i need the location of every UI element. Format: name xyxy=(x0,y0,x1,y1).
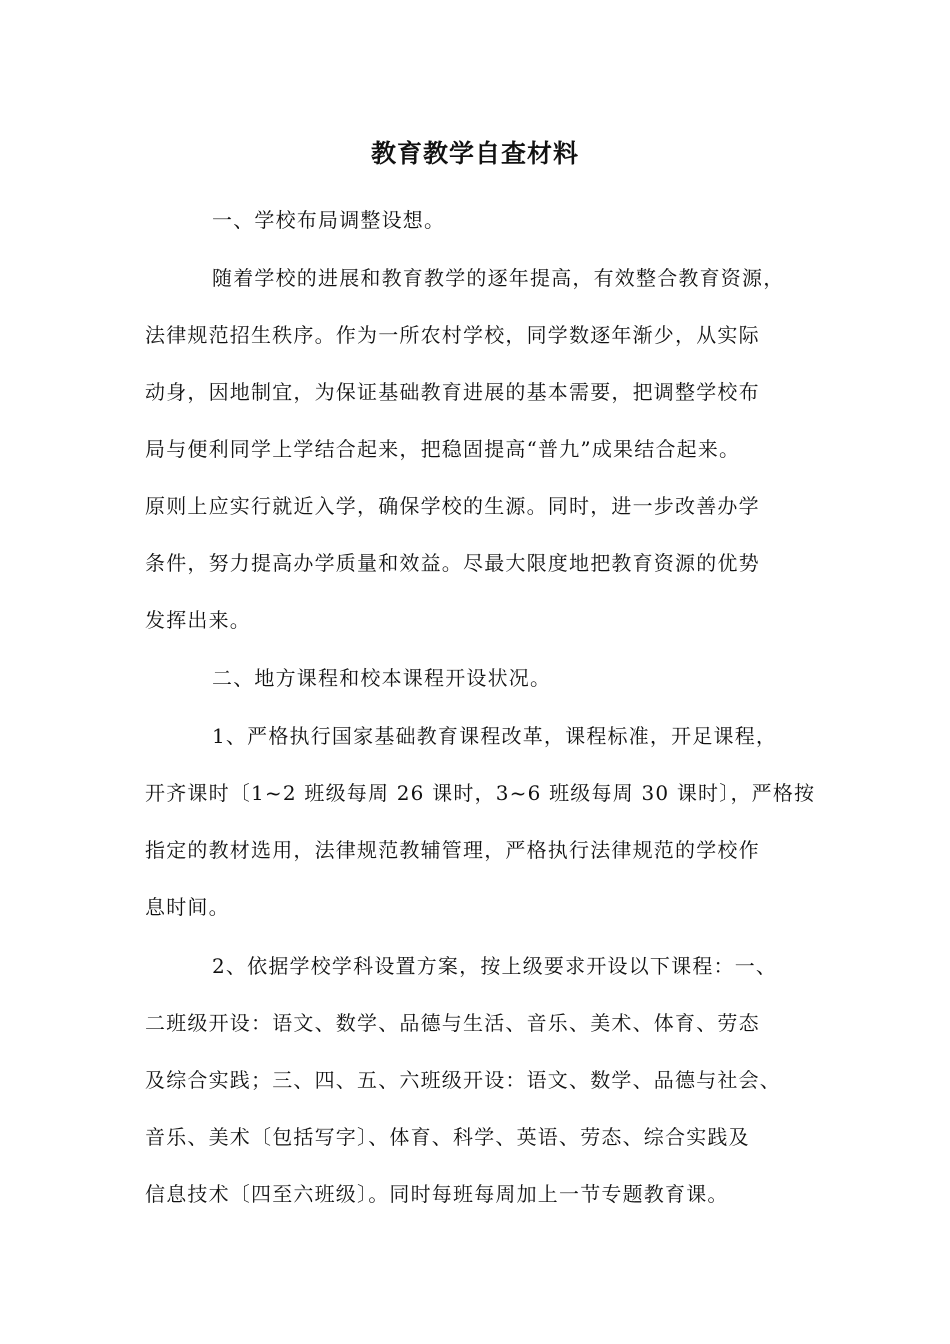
section-heading-1: 一、学校布局调整设想。 xyxy=(212,208,446,232)
paragraph-3-line-3: 及综合实践；三、四、五、六班级开设：语文、数学、品德与社会、 xyxy=(145,1068,781,1092)
paragraph-1-line-6: 条件，努力提高办学质量和效益。尽最大限度地把教育资源的优势 xyxy=(145,551,760,575)
paragraph-1-line-5: 原则上应实行就近入学，确保学校的生源。同时，进一步改善办学 xyxy=(145,494,760,518)
paragraph-1-line-3: 动身，因地制宜，为保证基础教育进展的基本需要，把调整学校布 xyxy=(145,380,760,404)
paragraph-3-line-1: 2、依据学校学科设置方案，按上级要求开设以下课程：一、 xyxy=(212,954,778,978)
paragraph-1-line-4: 局与便利同学上学结合起来，把稳固提高“普九”成果结合起来。 xyxy=(145,437,741,461)
paragraph-3-line-2: 二班级开设：语文、数学、品德与生活、音乐、美术、体育、劳态 xyxy=(145,1011,760,1035)
paragraph-2-line-2: 开齐课时〔1~2 班级每周 26 课时，3~6 班级每周 30 课时〕，严格按 xyxy=(145,781,816,805)
section-heading-2: 二、地方课程和校本课程开设状况。 xyxy=(212,666,552,690)
paragraph-1-line-7: 发挥出来。 xyxy=(145,608,251,632)
paragraph-2-line-3: 指定的教材选用，法律规范教辅管理，严格执行法律规范的学校作 xyxy=(145,838,760,862)
paragraph-3-line-4: 音乐、美术〔包括写字〕、体育、科学、英语、劳态、综合实践及 xyxy=(145,1125,750,1149)
paragraph-2-line-1: 1、严格执行国家基础教育课程改革，课程标准，开足课程， xyxy=(212,724,778,748)
paragraph-2-line-4: 息时间。 xyxy=(145,895,230,919)
document-title: 教育教学自查材料 xyxy=(370,139,579,168)
paragraph-1-line-2: 法律规范招生秩序。作为一所农村学校，同学数逐年渐少，从实际 xyxy=(145,323,760,347)
paragraph-3-line-5: 信息技术〔四至六班级〕。同时每班每周加上一节专题教育课。 xyxy=(145,1182,729,1206)
paragraph-1-line-1: 随着学校的进展和教育教学的逐年提高，有效整合教育资源， xyxy=(212,266,785,290)
